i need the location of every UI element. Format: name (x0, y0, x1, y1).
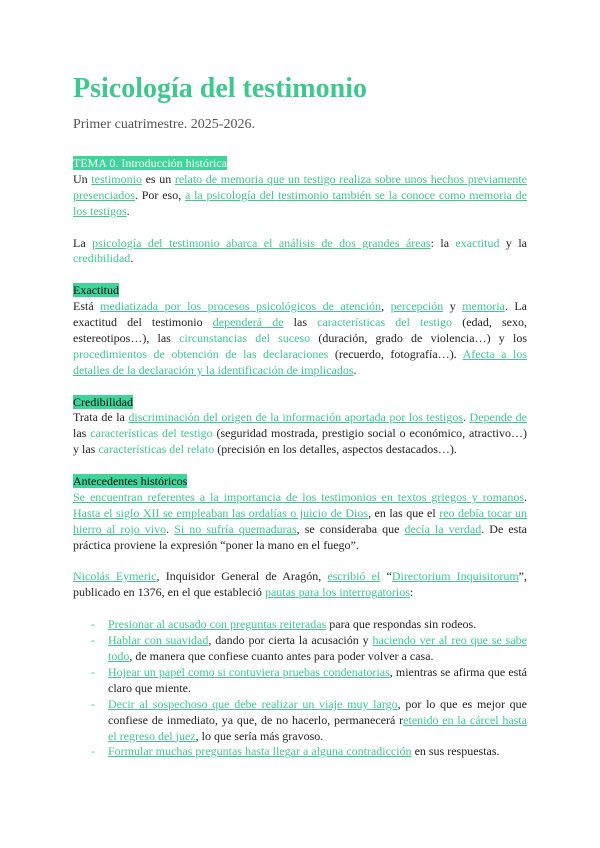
text-run: : la (430, 235, 456, 250)
antecedentes-paragraph-1 (73, 490, 527, 554)
highlighted-text: Depende de (469, 410, 527, 425)
highlighted-text: Hojear un papel como si contuviera pruebas condenatorias (108, 664, 390, 679)
text-run: Trata de la (73, 410, 129, 425)
text-run: . De esta práctica proviene la expresión “poner la mano en el fuego”. (73, 521, 528, 552)
highlighted-text: características del relato (98, 442, 215, 457)
text-run: . (126, 203, 130, 218)
list-item (108, 744, 527, 760)
highlighted-text: reo debía tocar un hierro al rojo vivo (73, 505, 527, 536)
highlighted-text: dependerá de (212, 315, 284, 330)
text-run: , lo que sería más gravoso. (195, 728, 324, 743)
text-run: para que respondas sin rodeos. (326, 617, 477, 632)
highlighted-text: Formular muchas preguntas hasta llegar a alguna contradicción (108, 744, 412, 759)
page-subtitle: Primer cuatrimestre. 2025-2026. (73, 117, 255, 132)
text-run: es un (141, 171, 175, 186)
text-run: , de manera que confiese cuanto antes para poder volver a casa. (129, 649, 434, 663)
exactitud-paragraph (73, 299, 527, 379)
text-run: las (283, 315, 318, 330)
highlighted-text: credibilidad (73, 251, 131, 266)
highlighted-text: Si no sufría quemaduras (174, 521, 297, 536)
highlighted-text: Hasta el siglo XII se empleaban las ordalías o juicio de Dios (73, 505, 369, 520)
text-run: Un (73, 171, 92, 186)
text-run: . (353, 362, 357, 377)
antecedentes-heading-text: Antecedentes históricos (73, 474, 188, 489)
highlighted-text: haciendo ver al reo que se sabe todo (108, 633, 527, 663)
text-run: , en las que el (368, 505, 440, 520)
intro-paragraph-1 (73, 172, 527, 220)
text-run: (recuerdo, fotografía…). (328, 346, 463, 361)
text-run: . (130, 251, 134, 266)
highlighted-text: discriminación del origen de la información aportada por los testigos (128, 410, 464, 425)
list-item (108, 665, 527, 697)
highlighted-text: testimonio (91, 171, 142, 186)
highlighted-text: etenido en la cárcel hasta el regreso del juez (108, 712, 527, 743)
text-run: en sus respuestas. (411, 744, 500, 759)
highlighted-text: Afecta a los detalles de la declaración y la identificación de implicados (73, 346, 527, 377)
text-run: , por lo que es mejor que confiese de inmediato, ya que, de no hacerlo, permanecerá r (108, 696, 527, 727)
text-run: , mientras se afirma que está claro que miente. (108, 664, 527, 695)
text-run: . Por eso, (134, 187, 185, 202)
credibilidad-heading (73, 395, 527, 411)
credibilidad-paragraph (73, 410, 527, 458)
highlighted-text: procedimientos de obtención de las declaraciones (73, 346, 329, 361)
text-run: , Inquisidor General de Aragón, (156, 569, 328, 584)
highlighted-text: características del testigo (317, 315, 453, 330)
highlighted-text: a la psicología del testimonio también se la conoce como memoria de los testigos (73, 187, 528, 218)
text-run: , se consideraba que (296, 521, 405, 536)
text-run: Está (73, 299, 101, 314)
list-item (108, 697, 527, 745)
text-run: (precisión en los detalles, aspectos destacados…). (214, 442, 457, 457)
highlighted-text: escribió el (327, 569, 381, 584)
text-run: ”, publicado en 1376, en el que estableció (73, 569, 527, 600)
highlighted-text: Directorium Inquisitorum (391, 569, 519, 584)
text-run: (edad, sexo, estereotipos…), las (73, 315, 527, 345)
highlighted-text: memoria (462, 299, 505, 314)
credibilidad-heading-text: Credibilidad (73, 394, 133, 409)
highlighted-text: Nicolás Eymeric (73, 569, 157, 584)
interrogation-guidelines-list (73, 617, 527, 760)
page-title: Psicología del testimonio (73, 73, 367, 104)
antecedentes-heading (73, 474, 527, 490)
highlighted-text: Presionar al acusado con preguntas reiteradas (108, 617, 327, 632)
highlighted-text: Se encuentran referentes a la importancia de los testimonios en textos griegos y romanos (73, 489, 524, 504)
highlighted-text: Decir al sospechoso que debe realizar un viaje muy largo (108, 696, 398, 711)
text-run: (seguridad mostrada, prestigio social o económico, atractivo…) y las (73, 426, 527, 457)
text-run: y la (499, 235, 527, 250)
highlighted-text: psicología del testimonio abarca el análisis de dos grandes áreas (92, 235, 431, 250)
highlighted-text: Hablar con suavidad (108, 633, 209, 648)
exactitud-heading-text: Exactitud (73, 283, 119, 298)
text-run: y (443, 299, 463, 314)
antecedentes-paragraph-2 (73, 569, 527, 601)
highlighted-text: mediatizada por los procesos psicológicos de atención (100, 299, 382, 314)
text-run: . (463, 410, 470, 425)
text-run: , dando por cierta la acusación y (208, 633, 373, 648)
intro-paragraph-2 (73, 236, 527, 268)
highlighted-text: decía la verdad (404, 521, 482, 536)
text-run: : (409, 585, 414, 600)
list-item (108, 617, 527, 633)
highlighted-text: relato de memoria que un testigo realiza sobre unos hechos previamente presenciados (73, 171, 528, 202)
list-item (108, 633, 527, 665)
text-run: . (524, 489, 527, 504)
text-run: “ (380, 569, 392, 584)
text-run: , (381, 299, 391, 314)
text-run: las (73, 426, 91, 441)
highlighted-text: percepción (390, 299, 444, 314)
exactitud-heading (73, 283, 527, 299)
highlighted-text: características del testigo (90, 426, 213, 441)
highlighted-text: circunstancias del suceso (179, 330, 311, 345)
text-run: La (73, 235, 93, 250)
text-run: . La exactitud del testimonio (73, 299, 528, 330)
text-run: (duración, grado de violencia…) y los (310, 330, 527, 345)
text-run: . (166, 521, 175, 536)
topic-heading (73, 156, 527, 172)
highlighted-text: exactitud (455, 235, 500, 250)
highlighted-text: pautas para los interrogatorios (264, 585, 410, 600)
topic-heading-text: TEMA 0. Introducción histórica (73, 156, 227, 170)
